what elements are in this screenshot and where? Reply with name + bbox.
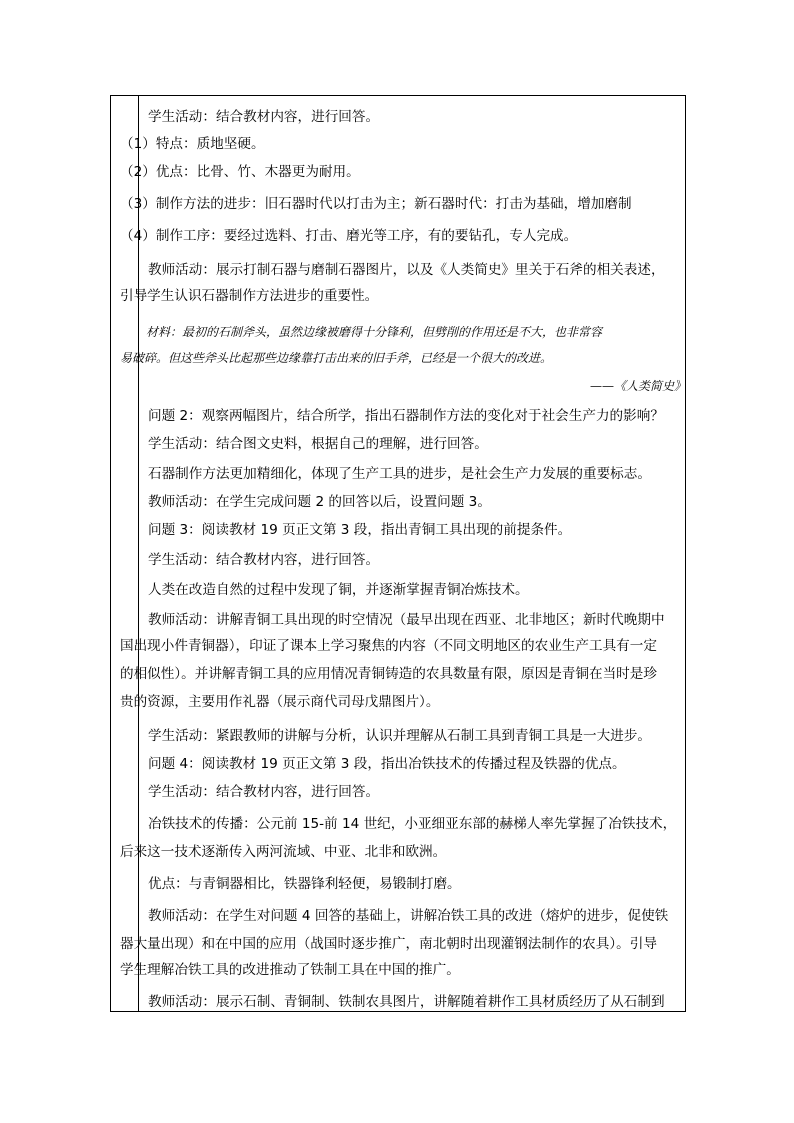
student-activity-line: 学生活动：结合教材内容，进行回答。 bbox=[148, 784, 380, 800]
teacher-activity-line-cont: 贵的资源，主要用作礼器（展示商代司母戊鼎图片）。 bbox=[120, 694, 440, 710]
teacher-activity-line-cont: 的相似性）。并讲解青铜工具的应用情况青铜铸造的农具数量有限，原因是青铜在当时是珍 bbox=[120, 666, 657, 682]
method-progress-line: （3）制作方法的进步：旧石器时代以打击为主；新石器时代：打击为基础，增加磨制 bbox=[120, 196, 632, 212]
procedure-line: （4）制作工序：要经过选料、打击、磨光等工序，有的要钻孔，专人完成。 bbox=[120, 228, 578, 244]
material-quote-line-cont: 易破碎。但这些斧头比起那些边缘靠打击出来的旧手斧，已经是一个很大的改进。 bbox=[120, 351, 553, 365]
answer-line: 人类在改造自然的过程中发现了铜，并逐渐掌握青铜冶炼技术。 bbox=[148, 582, 529, 598]
answer-line: 石器制作方法更加精细化，体现了生产工具的进步，是社会生产力发展的重要标志。 bbox=[148, 466, 651, 482]
question-3-line: 问题 3：阅读教材 19 页正文第 3 段，指出青铜工具出现的前提条件。 bbox=[148, 522, 572, 538]
advantage-line: （2）优点：比骨、竹、木器更为耐用。 bbox=[120, 164, 360, 180]
material-quote-line: 材料：最初的石制斧头，虽然边缘被磨得十分锋利，但劈削的作用还是不大，也非常容 bbox=[146, 325, 603, 339]
teacher-activity-line: 教师活动：在学生对问题 4 回答的基础上，讲解冶铁工具的改进（熔炉的进步，促使铁 bbox=[148, 908, 669, 924]
teacher-activity-line-cont: 引导学生认识石器制作方法进步的重要性。 bbox=[120, 288, 379, 304]
student-activity-line: 学生活动：结合教材内容，进行回答。 bbox=[148, 109, 380, 125]
student-activity-line: 学生活动：紧跟教师的讲解与分析，认识并理解从石制工具到青铜工具是一大进步。 bbox=[148, 728, 651, 744]
quote-source: ——《人类简史》 bbox=[590, 379, 687, 393]
teacher-activity-line: 教师活动：展示石制、青铜制、铁制农具图片，讲解随着耕作工具材质经历了从石制到 bbox=[148, 994, 665, 1010]
question-4-line: 问题 4：阅读教材 19 页正文第 3 段，指出冶铁技术的传播过程及铁器的优点。 bbox=[148, 756, 626, 772]
teacher-activity-line: 教师活动：展示打制石器与磨制石器图片，以及《人类简史》里关于石斧的相关表述， bbox=[148, 262, 665, 278]
advantage-line: 优点：与青铜器相比，铁器锋利轻便，易锻制打磨。 bbox=[148, 876, 461, 892]
answer-line: 冶铁技术的传播：公元前 15-前 14 世纪，小亚细亚东部的赫梯人率先掌握了冶铁技术， bbox=[148, 816, 677, 832]
teacher-activity-line: 教师活动：讲解青铜工具出现的时空情况（最早出现在西亚、北非地区；新时代晚期中 bbox=[148, 612, 665, 628]
teacher-activity-line: 教师活动：在学生完成问题 2 的回答以后，设置问题 3。 bbox=[148, 494, 491, 510]
teacher-activity-line-cont: 学生理解冶铁工具的改进推动了铁制工具在中国的推广。 bbox=[120, 962, 460, 978]
teacher-activity-line-cont: 器大量出现）和在中国的应用（战国时逐步推广，南北朝时出现灌钢法制作的农具）。引导 bbox=[120, 936, 657, 952]
student-activity-line: 学生活动：结合教材内容，进行回答。 bbox=[148, 552, 380, 568]
student-activity-line: 学生活动：结合图文史料，根据自己的理解，进行回答。 bbox=[148, 436, 488, 452]
question-2-line: 问题 2：观察两幅图片，结合所学，指出石器制作方法的变化对于社会生产力的影响？ bbox=[148, 408, 664, 424]
feature-line: （1）特点：质地坚硬。 bbox=[120, 136, 265, 152]
teacher-activity-line-cont: 国出现小件青铜器），印证了课本上学习聚焦的内容（不同文明地区的农业生产工具有一定 bbox=[120, 638, 657, 654]
answer-line-cont: 后来这一技术逐渐传入两河流域、中亚、北非和欧洲。 bbox=[120, 844, 447, 860]
